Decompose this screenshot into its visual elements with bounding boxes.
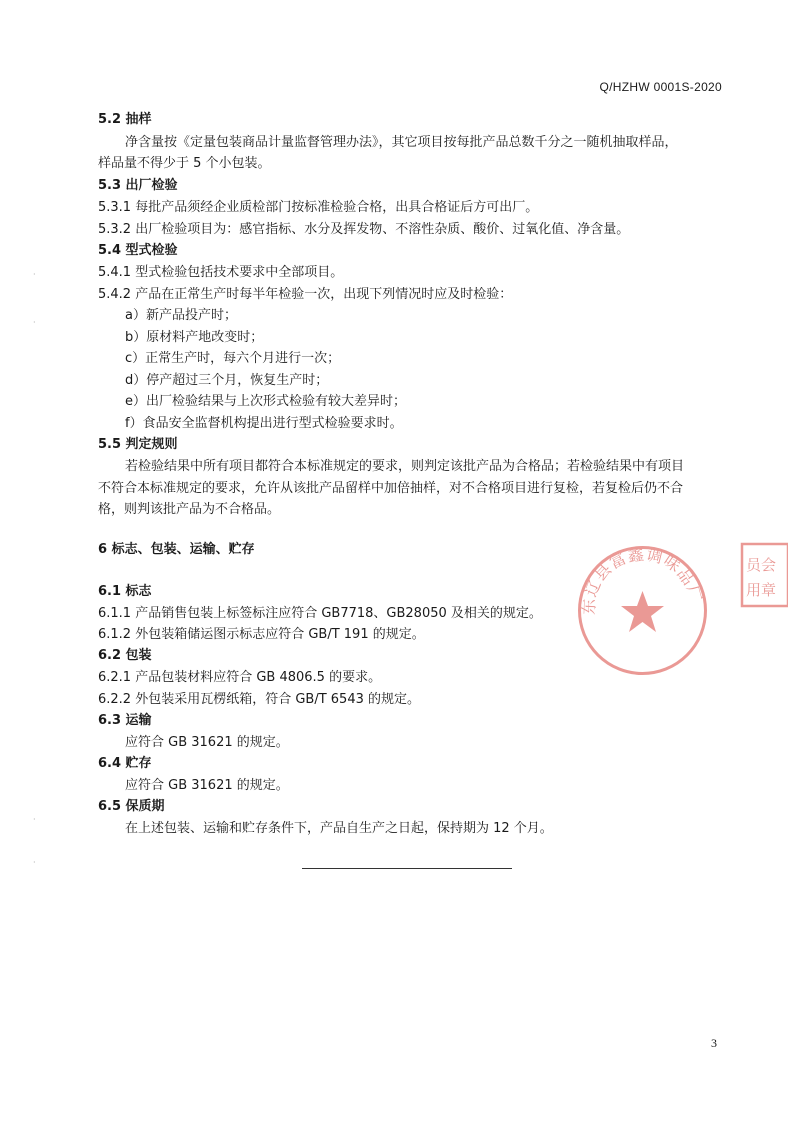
clause-6-2-2: 6.2.2 外包装采用瓦楞纸箱，符合 GB/T 6543 的规定。 [98, 692, 421, 707]
official-seal-icon [575, 543, 710, 678]
clause-5-4-1: 5.4.1 型式检验包括技术要求中全部项目。 [98, 265, 344, 280]
paragraph-line: 若检验结果中所有项目都符合本标准规定的要求，则判定该批产品为合格品；若检验结果中有项目 [125, 459, 685, 474]
clause-5-4-2: 5.4.2 产品在正常生产时每半年检验一次，出现下列情况时应及时检验： [98, 287, 513, 302]
end-rule [302, 868, 512, 869]
document-number: Q/HZHW 0001S-2020 [599, 80, 722, 94]
scan-speck: · [33, 270, 36, 279]
chapter-6-heading: 6 标志、包装、运输、贮存 [98, 542, 255, 557]
seal-text: 东辽县富鑫调味品厂 [579, 544, 706, 616]
paragraph-line: 在上述包装、运输和贮存条件下，产品自生产之日起，保持期为 12 个月。 [125, 821, 553, 836]
scan-speck: · [33, 815, 36, 824]
section-6-4-heading: 6.4 贮存 [98, 756, 152, 771]
partial-seal-icon [738, 540, 788, 610]
scan-speck: · [33, 318, 36, 327]
section-5-2-heading: 5.2 抽样 [98, 112, 152, 127]
section-6-3-heading: 6.3 运输 [98, 713, 152, 728]
section-5-3-heading: 5.3 出厂检验 [98, 178, 178, 193]
page-number: 3 [711, 1036, 717, 1050]
section-6-5-heading: 6.5 保质期 [98, 799, 165, 814]
section-6-1-heading: 6.1 标志 [98, 584, 152, 599]
svg-text:员会: 员会 [746, 556, 777, 574]
paragraph-line: 应符合 GB 31621 的规定。 [125, 778, 289, 793]
list-item-f: f）食品安全监督机构提出进行型式检验要求时。 [125, 416, 403, 431]
list-item-c: c）正常生产时，每六个月进行一次； [125, 351, 341, 366]
paragraph-line: 净含量按《定量包装商品计量监督管理办法》，其它项目按每批产品总数千分之一随机抽取样品， [125, 135, 678, 150]
clause-5-3-2: 5.3.2 出厂检验项目为：感官指标、水分及挥发物、不溶性杂质、酸价、过氧化值、净含量。 [98, 222, 630, 237]
clause-5-3-1: 5.3.1 每批产品须经企业质检部门按标准检验合格，出具合格证后方可出厂。 [98, 200, 539, 215]
list-item-d: d）停产超过三个月，恢复生产时； [125, 373, 329, 388]
clause-6-2-1: 6.2.1 产品包装材料应符合 GB 4806.5 的要求。 [98, 670, 382, 685]
paragraph-line: 样品量不得少于 5 个小包装。 [98, 156, 271, 171]
clause-6-1-1: 6.1.1 产品销售包装上标签标注应符合 GB7718、GB28050 及相关的规定。 [98, 606, 542, 621]
scan-speck: · [33, 858, 36, 867]
paragraph-line: 格，则判该批产品为不合格品。 [98, 502, 281, 517]
list-item-e: e）出厂检验结果与上次形式检验有较大差异时； [125, 394, 406, 409]
clause-6-1-2: 6.1.2 外包装箱储运图示标志应符合 GB/T 191 的规定。 [98, 627, 425, 642]
section-5-5-heading: 5.5 判定规则 [98, 437, 178, 452]
section-5-4-heading: 5.4 型式检验 [98, 243, 178, 258]
svg-text:用章: 用章 [746, 581, 777, 599]
list-item-a: a）新产品投产时； [125, 308, 237, 323]
list-item-b: b）原材料产地改变时； [125, 330, 264, 345]
paragraph-line: 不符合本标准规定的要求，允许从该批产品留样中加倍抽样，对不合格项目进行复检，若复检后仍不合 [98, 481, 684, 496]
paragraph-line: 应符合 GB 31621 的规定。 [125, 735, 289, 750]
section-6-2-heading: 6.2 包装 [98, 648, 152, 663]
